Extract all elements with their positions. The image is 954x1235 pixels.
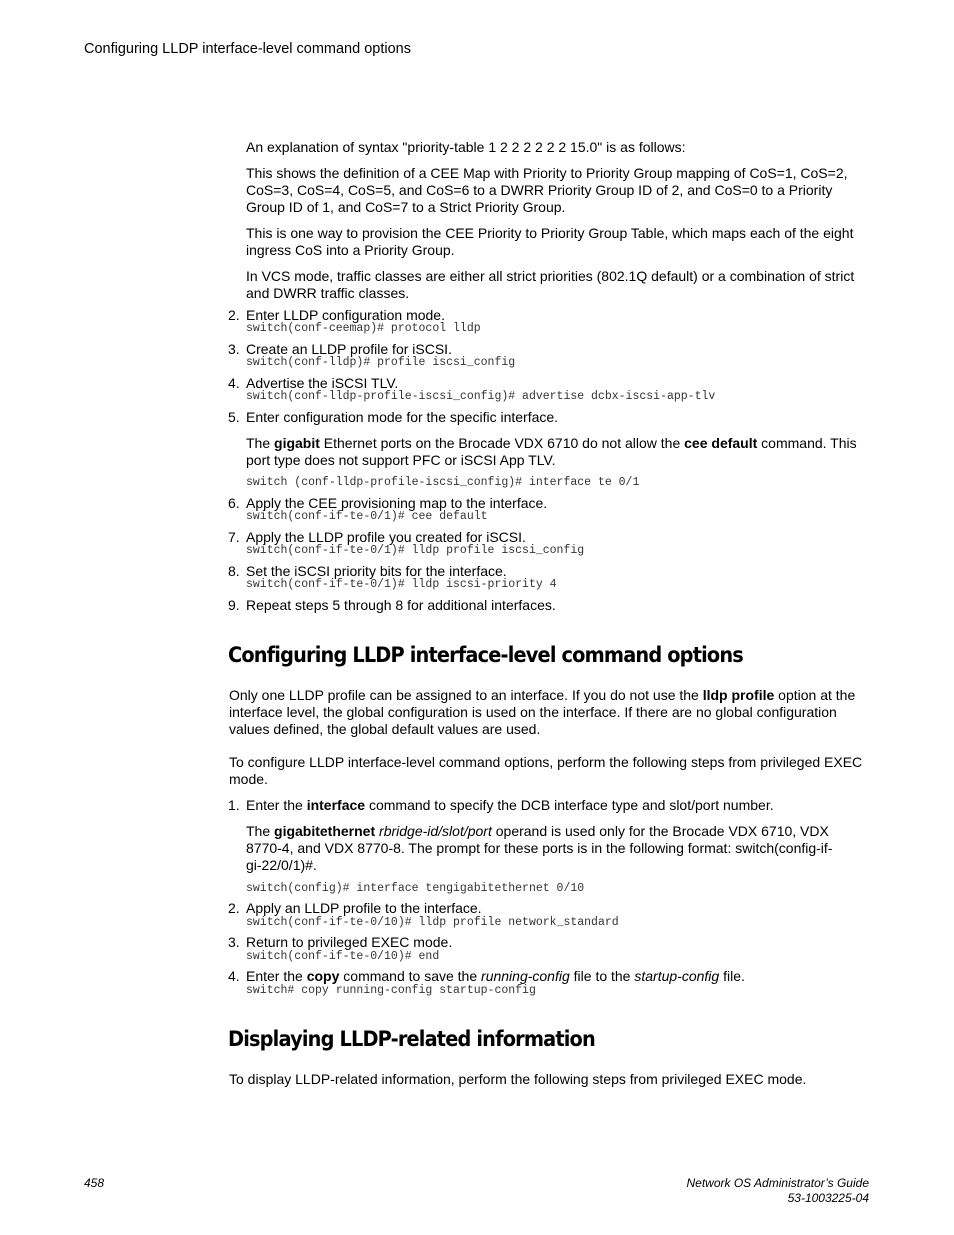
paragraph-text: option at the interface level, the global configuration is used on the interface. If there are no global configuration values defined, the global default values are used. (229, 687, 856, 737)
step-number: 2. (228, 307, 240, 323)
config-step-3 (228, 934, 864, 951)
bold-term: copy (306, 968, 340, 984)
step-number: 8. (228, 563, 240, 579)
step-text: Return to privileged EXEC mode. (246, 934, 453, 950)
code-line: switch (conf-lldp-profile-iscsi_config)# interface te 0/1 (246, 476, 640, 489)
step-number: 1. (228, 797, 240, 813)
section-paragraph-2: To configure LLDP interface-level command options, perform the following steps from privileged EXEC mode. (229, 754, 863, 787)
code-line: switch(conf-if-te-0/10)# lldp profile network_standard (246, 916, 619, 929)
note-text: operand is used only for the Brocade VDX 6710, VDX 8770-4, and VDX 8770-8. The prompt for these ports is in the following format: switch(config-if-gi-22/0/1)#. (246, 823, 833, 873)
step-number: 2. (228, 900, 240, 916)
intro-paragraph-1: An explanation of syntax "priority-table 1 2 2 2 2 2 2 15.0" is as follows: (246, 139, 686, 155)
note-text: The (246, 435, 275, 451)
bold-term: interface (306, 797, 366, 813)
step-text: Enter the (246, 797, 307, 813)
code-line: switch(conf-if-te-0/10)# end (246, 950, 440, 963)
config-step-1-note (246, 823, 846, 874)
step-5-note (246, 435, 864, 469)
footer-book-info (686, 1176, 869, 1206)
code-line: switch(conf-ceemap)# protocol lldp (246, 322, 481, 335)
note-text: Ethernet ports on the Brocade VDX 6710 do not allow the (319, 435, 685, 451)
step-text: Create an LLDP profile for iSCSI. (246, 341, 452, 357)
step-text: Enter the (246, 968, 307, 984)
step-text: Apply the CEE provisioning map to the interface. (246, 495, 548, 511)
code-line: switch(config)# interface tengigabitethernet 0/10 (246, 882, 585, 895)
intro-paragraph-4: In VCS mode, traffic classes are either all strict priorities (802.1Q default) or a combination of strict and DWRR traffic classes. (246, 268, 855, 301)
step-text: command to save the (339, 968, 482, 984)
section-paragraph: To display LLDP-related information, perform the following steps from privileged EXEC mode. (229, 1071, 807, 1087)
code-line: switch(conf-if-te-0/1)# lldp iscsi-priority 4 (246, 578, 557, 591)
step-text: Repeat steps 5 through 8 for additional interfaces. (246, 597, 556, 613)
config-step-1 (228, 797, 864, 814)
config-step-4 (228, 968, 864, 985)
section-heading: Configuring LLDP interface-level command options (228, 643, 743, 667)
doc-number: 53-1003225-04 (787, 1191, 869, 1205)
step-number: 4. (228, 375, 240, 391)
step-text: Advertise the iSCSI TLV. (246, 375, 399, 391)
step-text: Enter configuration mode for the specific interface. (246, 409, 559, 425)
note-text: The (246, 823, 275, 839)
step-5 (228, 409, 864, 426)
italic-term: rbridge-id/slot/port (379, 823, 492, 839)
step-number: 3. (228, 341, 240, 357)
step-number: 9. (228, 597, 240, 613)
running-header: Configuring LLDP interface-level command options (84, 41, 411, 57)
paragraph-text: Only one LLDP profile can be assigned to an interface. If you do not use the (229, 687, 703, 703)
intro-paragraph-3: This is one way to provision the CEE Priority to Priority Group Table, which maps each of the eight ingress CoS into a Priority Group. (246, 225, 854, 258)
step-text: Enter LLDP configuration mode. (246, 307, 445, 323)
step-text: command to specify the DCB interface type and slot/port number. (365, 797, 774, 813)
italic-term: running-config (481, 968, 570, 984)
step-number: 6. (228, 495, 240, 511)
note-bold-term: gigabit (274, 435, 320, 451)
config-step-2 (228, 900, 864, 917)
step-text: Set the iSCSI priority bits for the interface. (246, 563, 507, 579)
code-line: switch(conf-lldp)# profile iscsi_config (246, 356, 516, 369)
note-bold-term: cee default (684, 435, 758, 451)
note-text: command. This port type does not support PFC or iSCSI App TLV. (246, 435, 857, 468)
step-text: file to the (569, 968, 635, 984)
step-text: file. (719, 968, 745, 984)
bold-term: lldp profile (702, 687, 775, 703)
step-number: 3. (228, 934, 240, 950)
book-title: Network OS Administrator’s Guide (686, 1176, 869, 1190)
code-line: switch(conf-lldp-profile-iscsi_config)# advertise dcbx-iscsi-app-tlv (246, 390, 716, 403)
bold-term: gigabitethernet (274, 823, 376, 839)
section-paragraph-1 (229, 687, 865, 738)
page-number: 458 (84, 1176, 105, 1190)
step-number: 4. (228, 968, 240, 984)
code-line: switch(conf-if-te-0/1)# cee default (246, 510, 488, 523)
step-number: 5. (228, 409, 240, 425)
code-line: switch(conf-if-te-0/1)# lldp profile iscsi_config (246, 544, 585, 557)
step-text: Apply an LLDP profile to the interface. (246, 900, 482, 916)
italic-term: startup-config (634, 968, 720, 984)
step-text: Apply the LLDP profile you created for iSCSI. (246, 529, 526, 545)
step-number: 7. (228, 529, 240, 545)
intro-paragraph-2: This shows the definition of a CEE Map with Priority to Priority Group mapping of CoS=1, CoS=2, CoS=3, CoS=4, CoS=5, and CoS=6 to a DWRR Priority Group ID of 2, and CoS=0 to a Priority Group ID of 1, and CoS=7 to a Strict Priority Group. (246, 165, 848, 215)
section-heading: Displaying LLDP-related information (228, 1027, 595, 1051)
step-9 (228, 597, 864, 614)
code-line: switch# copy running-config startup-config (246, 984, 536, 997)
